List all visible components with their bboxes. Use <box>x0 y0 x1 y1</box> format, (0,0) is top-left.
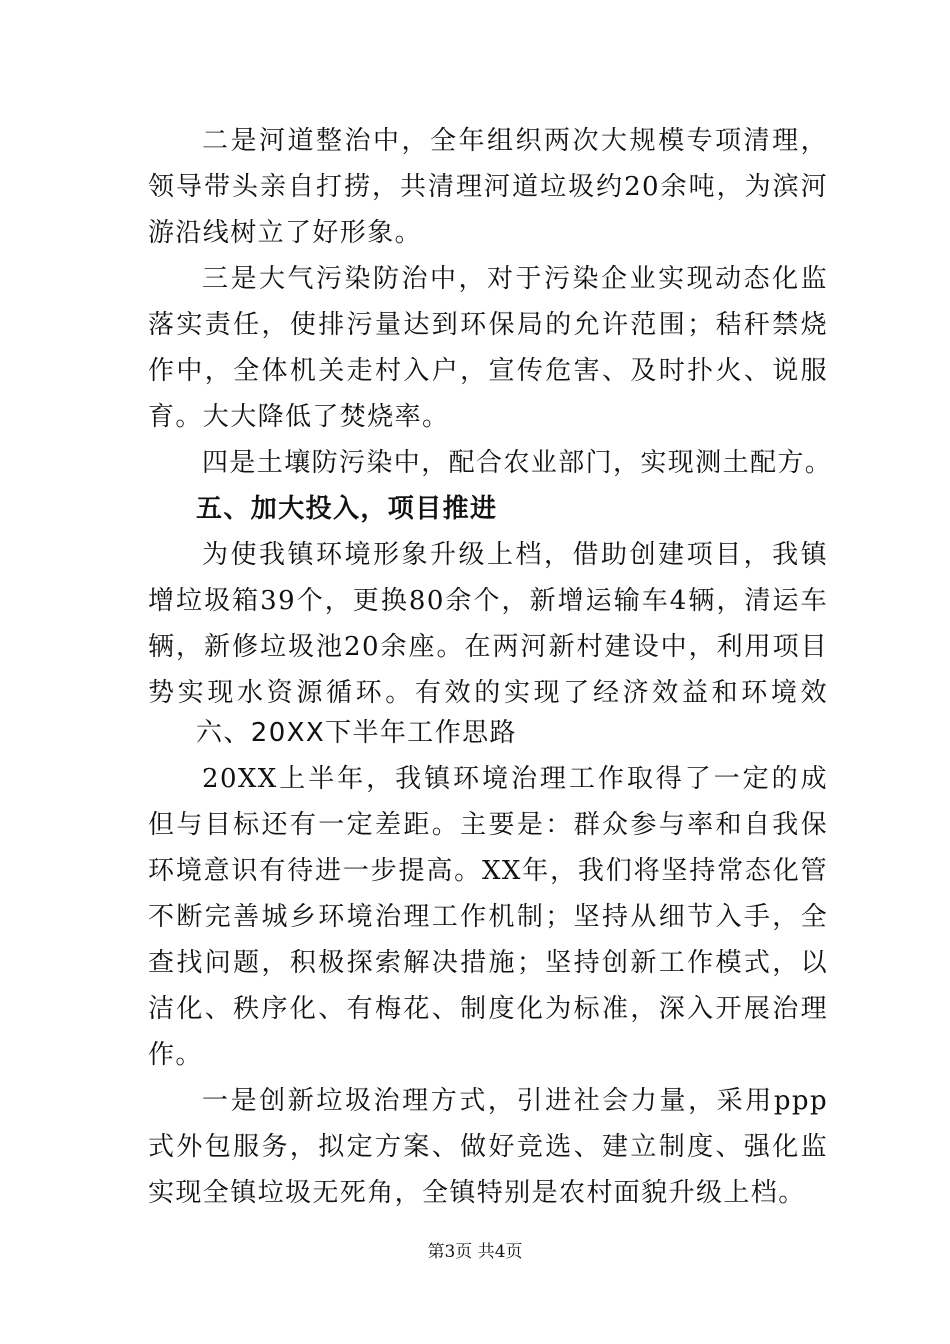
page-number-footer: 第3页 共4页 <box>427 1242 523 1262</box>
paragraph-plan-line-7: 作。 <box>148 1040 203 1070</box>
section-heading-5: 五、加大投入，项目推进 <box>196 494 498 524</box>
paragraph-garbage-line-1: 一是创新垃圾治理方式，引进社会力量，采用ppp <box>202 1086 828 1116</box>
paragraph-investment-line-4: 势实现水资源循环。有效的实现了经济效益和环境效 <box>148 678 828 708</box>
paragraph-plan-line-4: 不断完善城乡环境治理工作机制；坚持从细节入手，全 <box>148 902 828 932</box>
paragraph-investment-line-3: 辆，新修垃圾池20余座。在两河新村建设中，利用项目 <box>148 632 828 662</box>
paragraph-air-line-3: 作中，全体机关走村入户，宣传危害、及时扑火、说服 <box>148 356 828 386</box>
paragraph-garbage-line-2: 式外包服务，拟定方案、做好竞选、建立制度、强化监 <box>148 1132 828 1162</box>
paragraph-air-line-1: 三是大气污染防治中，对于污染企业实现动态化监 <box>202 264 828 294</box>
paragraph-air-line-4: 育。大大降低了焚烧率。 <box>148 402 450 432</box>
section-heading-6: 六、20XX下半年工作思路 <box>196 718 517 748</box>
paragraph-plan-line-3: 环境意识有待进一步提高。XX年，我们将坚持常态化管 <box>148 856 828 886</box>
paragraph-plan-line-6: 洁化、秩序化、有梅花、制度化为标准，深入开展治理 <box>148 994 828 1024</box>
paragraph-air-line-2: 落实责任，使排污量达到环保局的允许范围；秸秆禁烧 <box>148 310 828 340</box>
paragraph-garbage-line-3: 实现全镇垃圾无死角，全镇特别是农村面貌升级上档。 <box>148 1178 806 1208</box>
paragraph-plan-line-1: 20XX上半年，我镇环境治理工作取得了一定的成 <box>202 764 828 794</box>
paragraph-river-line-2: 领导带头亲自打捞，共清理河道垃圾约20余吨，为滨河 <box>148 172 828 202</box>
paragraph-investment-line-2: 增垃圾箱39个，更换80余个，新增运输车4辆，清运车 <box>148 586 828 616</box>
paragraph-plan-line-5: 查找问题，积极探索解决措施；坚持创新工作模式，以 <box>148 948 828 978</box>
paragraph-plan-line-2: 但与目标还有一定差距。主要是：群众参与率和自我保 <box>148 810 828 840</box>
paragraph-river-line-3: 游沿线树立了好形象。 <box>148 218 423 248</box>
paragraph-river-line-1: 二是河道整治中，全年组织两次大规模专项清理， <box>202 126 828 156</box>
paragraph-soil-line-1: 四是土壤防污染中，配合农业部门，实现测土配方。 <box>202 448 833 478</box>
paragraph-investment-line-1: 为使我镇环境形象升级上档，借助创建项目，我镇 <box>202 540 828 570</box>
